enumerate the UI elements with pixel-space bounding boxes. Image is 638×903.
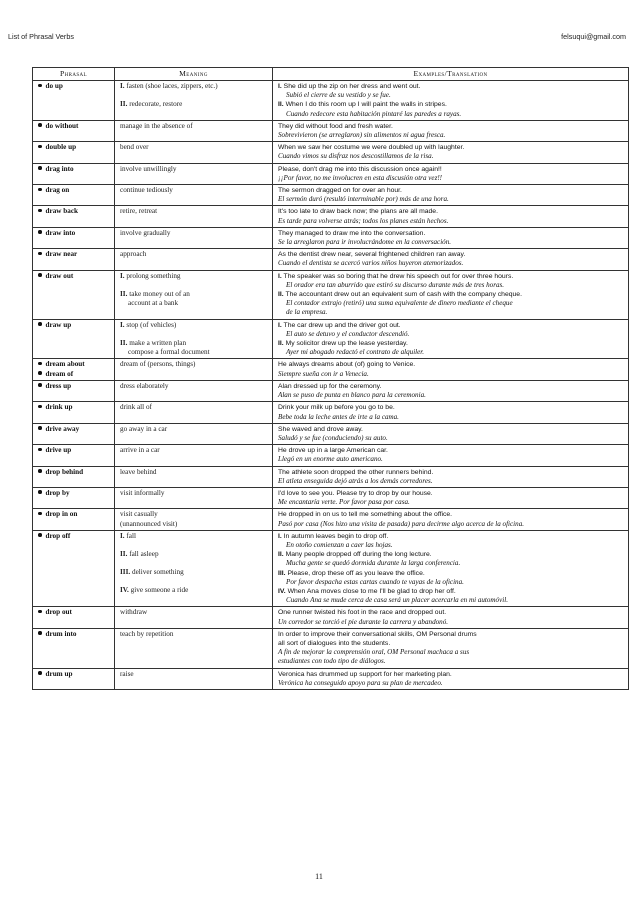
example-cell: He always dreams about (of) going to Venice. Siempre sueña con ir a Venecia.: [273, 359, 629, 380]
example-cell: Drink your milk up before you go to be. Bebe toda la leche antes de irte a la cama.: [273, 402, 629, 423]
meaning-cell: bend over: [115, 142, 273, 163]
phrasal-verb: drum up: [33, 668, 115, 689]
table-row: [33, 249, 629, 270]
example-cell: He drove up in a large American car. Llegó en un enorme auto americano.: [273, 445, 629, 466]
table-row: [33, 487, 629, 508]
phrasal-verb: draw up: [33, 319, 115, 359]
table-row: [33, 319, 629, 359]
table-row: [33, 466, 629, 487]
bullet-icon: [38, 448, 42, 452]
table-row: [33, 402, 629, 423]
meaning-cell: leave behind: [115, 466, 273, 487]
meaning-cell: raise: [115, 668, 273, 689]
meaning-cell: dream of (persons, things): [115, 359, 273, 380]
example-cell: I. The car drew up and the driver got out. El auto se detuvo y el conductor descendió. II. My solicitor drew up the lease yesterday. Ayer mi abogado redactó el contrato de alquiler.: [273, 319, 629, 359]
bullet-icon: [38, 145, 42, 149]
phrasal-verb: drink up: [33, 402, 115, 423]
phrasal-verb: dream about dream of: [33, 359, 115, 380]
example-cell: They did without food and fresh water. Sobrevivieron (se arreglaron) sin alimentos ni agua fresca.: [273, 120, 629, 141]
bullet-icon: [38, 469, 42, 473]
example-cell: I. She did up the zip on her dress and went out. Subió el cierre de su vestido y se fue. II. When I do this room up I will paint the walls in stripes. Cuando redecore esta habitación pintaré las paredes a rayas.: [273, 81, 629, 121]
meaning-cell: retire, retreat: [115, 206, 273, 227]
phrasal-verb: drop out: [33, 607, 115, 628]
meaning-cell: I. prolong something II. take money out of an account at a bank: [115, 270, 273, 319]
example-cell: The sermon dragged on for over an hour. El sermón duró (resultó interminable por) más de una hora.: [273, 185, 629, 206]
example-cell: As the dentist drew near, several frightened children ran away. Cuando el dentista se acercó varios niños huyeron atemorizados.: [273, 249, 629, 270]
column-header-phrasal: Phrasal: [33, 68, 115, 81]
phrasal-verb: dress up: [33, 380, 115, 401]
example-cell: She waved and drove away. Saludó y se fue (conduciendo) su auto.: [273, 423, 629, 444]
example-cell: He dropped in on us to tell me something about the office. Pasó por casa (Nos hizo una visita de pasada) para decirme algo acerca de la oficina.: [273, 509, 629, 530]
phrasal-verb: drag into: [33, 163, 115, 184]
example-cell: It's too late to draw back now; the plans are all made. Es tarde para volverse atrás; todos los planes están hechos.: [273, 206, 629, 227]
meaning-cell: approach: [115, 249, 273, 270]
bullet-icon: [38, 273, 42, 277]
meaning-cell: continue tediously: [115, 185, 273, 206]
phrasal-verb: draw into: [33, 227, 115, 248]
table-row: [33, 206, 629, 227]
example-cell: I'd love to see you. Please try to drop by our house. Me encantaría verte. Por favor pasa por casa.: [273, 487, 629, 508]
meaning-cell: arrive in a car: [115, 445, 273, 466]
page-header: [8, 32, 626, 44]
bullet-icon: [38, 166, 42, 170]
table-row: [33, 423, 629, 444]
table-row: [33, 163, 629, 184]
example-cell: In order to improve their conversational skills, OM Personal drums all sort of dialogues into the students. A fin de mejorar la comprensión oral, OM Personal machaca a sus estudiantes con todo tipo de diálogos.: [273, 628, 629, 668]
phrasal-verb: drum into: [33, 628, 115, 668]
meaning-cell: I. stop (of vehicles) II. make a written plan compose a formal document: [115, 319, 273, 359]
page-number: 11: [315, 872, 323, 881]
column-header-meaning: Meaning: [115, 68, 273, 81]
table-row: [33, 445, 629, 466]
table-row: [33, 120, 629, 141]
phrasal-verb: double up: [33, 142, 115, 163]
phrasal-verb: drop off: [33, 530, 115, 607]
table-header-row: [33, 68, 629, 81]
bullet-icon: [38, 252, 42, 256]
table-row: [33, 628, 629, 668]
meaning-cell: I. fasten (shoe laces, zippers, etc.) II. redecorate, restore: [115, 81, 273, 121]
bullet-icon: [38, 405, 42, 409]
table-row: [33, 607, 629, 628]
table-row: [33, 81, 629, 121]
example-cell: I. In autumn leaves begin to drop off. En otoño comienzan a caer las hojas. II. Many people dropped off during the long lecture. Mucha gente se quedó dormida durante la larga conferencia. III. Please, drop these off as you leave the office. Por favor despacha estas cartas cuando te vayas de la oficina. IV. When Ana moves close to me I'll be glad to drop her off. Cuando Ana se mude cerca de casa será un placer acercarla en mi automóvil.: [273, 530, 629, 607]
phrasal-verb: drop in on: [33, 509, 115, 530]
bullet-icon: [38, 610, 42, 614]
table-row: [33, 668, 629, 689]
phrasal-verb: draw near: [33, 249, 115, 270]
bullet-icon: [38, 362, 42, 366]
phrasal-verb: do up: [33, 81, 115, 121]
example-cell: Veronica has drummed up support for her marketing plan. Verónica ha conseguido apoyo para su plan de mercadeo.: [273, 668, 629, 689]
table-row: [33, 380, 629, 401]
meaning-cell: withdraw: [115, 607, 273, 628]
bullet-icon: [38, 322, 42, 326]
example-cell: Please, don't drag me into this discussion once again!! ¡¡Por favor, no me involucren en esta discusión otra vez!!: [273, 163, 629, 184]
meaning-cell: manage in the absence of: [115, 120, 273, 141]
table-row: [33, 142, 629, 163]
meaning-cell: drink all of: [115, 402, 273, 423]
meaning-cell: visit casually (unannounced visit): [115, 509, 273, 530]
bullet-icon: [38, 383, 42, 387]
meaning-cell: I. fall II. fall asleep III. deliver something IV. give someone a ride: [115, 530, 273, 607]
bullet-icon: [38, 209, 42, 213]
bullet-icon: [38, 230, 42, 234]
bullet-icon: [38, 490, 42, 494]
example-cell: When we saw her costume we were doubled up with laughter. Cuando vimos su disfraz nos descostillamos de la risa.: [273, 142, 629, 163]
meaning-cell: involve gradually: [115, 227, 273, 248]
bullet-icon: [38, 188, 42, 192]
document-title: List of Phrasal Verbs: [8, 32, 74, 41]
table-row: [33, 359, 629, 380]
bullet-icon: [38, 371, 42, 375]
table-row: [33, 227, 629, 248]
meaning-cell: visit informally: [115, 487, 273, 508]
meaning-cell: involve unwillingly: [115, 163, 273, 184]
example-cell: Alan dressed up for the ceremony. Alan se puso de punta en blanco para la ceremonia.: [273, 380, 629, 401]
example-cell: I. The speaker was so boring that he drew his speech out for over three hours. El orador era tan aburrido que estiró su discurso durante más de tres horas. II. The accountant drew out an equivalent sum of cash with the company cheque. El contador extrajo (retiró) una suma equivalente de dinero mediante el cheque de la empresa.: [273, 270, 629, 319]
phrasal-verb: draw out: [33, 270, 115, 319]
meaning-cell: dress elaborately: [115, 380, 273, 401]
example-cell: The athlete soon dropped the other runners behind. El atleta enseguida dejó atrás a los demás corredores.: [273, 466, 629, 487]
phrasal-verb: drive up: [33, 445, 115, 466]
phrasal-verb: drop behind: [33, 466, 115, 487]
phrasal-verbs-table: [32, 67, 629, 690]
table-row: [33, 509, 629, 530]
phrasal-verb: drag on: [33, 185, 115, 206]
meaning-cell: teach by repetition: [115, 628, 273, 668]
example-cell: They managed to draw me into the conversation. Se la arreglaron para ir involucrándome en la conversación.: [273, 227, 629, 248]
table-row: [33, 270, 629, 319]
column-header-examples: Examples/Translation: [273, 68, 629, 81]
example-cell: One runner twisted his foot in the race and dropped out. Un corredor se torció el pie durante la carrera y abandonó.: [273, 607, 629, 628]
bullet-icon: [38, 631, 42, 635]
bullet-icon: [38, 671, 42, 675]
bullet-icon: [38, 426, 42, 430]
phrasal-verb: do without: [33, 120, 115, 141]
phrasal-verb: drive away: [33, 423, 115, 444]
table-row: [33, 185, 629, 206]
bullet-icon: [38, 533, 42, 537]
meaning-cell: go away in a car: [115, 423, 273, 444]
author-email: felsuqui@gmail.com: [561, 32, 626, 41]
phrasal-verb: draw back: [33, 206, 115, 227]
bullet-icon: [38, 123, 42, 127]
phrasal-verb: drop by: [33, 487, 115, 508]
table-row: [33, 530, 629, 607]
bullet-icon: [38, 512, 42, 516]
bullet-icon: [38, 84, 42, 88]
